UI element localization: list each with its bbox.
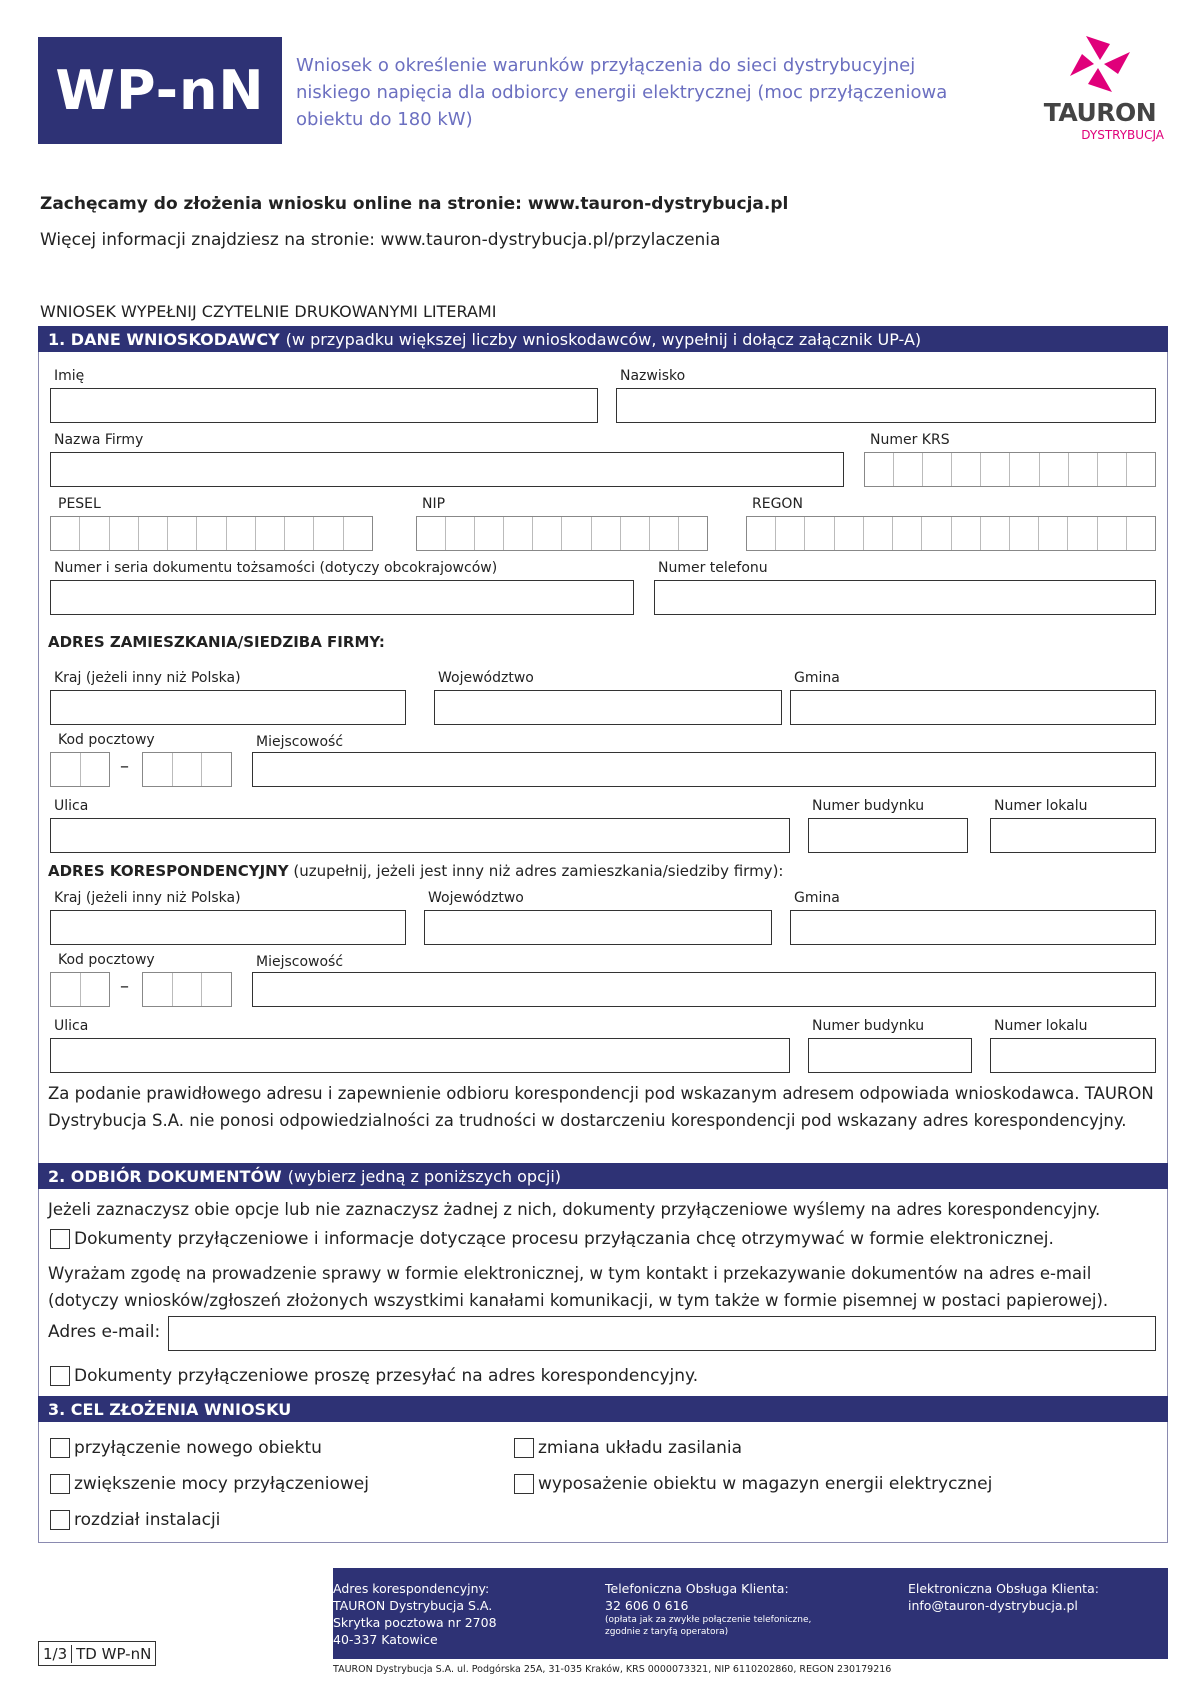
regon-field[interactable] [746, 516, 1156, 551]
footer-phone-title: Telefoniczna Obsługa Klienta: [605, 1581, 789, 1596]
label-gmina-kor: Gmina [794, 890, 840, 906]
gmina-field[interactable] [790, 690, 1156, 725]
label-imie: Imię [54, 368, 85, 384]
nr-budynku-kor-field[interactable] [808, 1038, 972, 1073]
new-object-checkbox[interactable] [50, 1438, 70, 1458]
purpose-power-layout-label: zmiana układu zasilania [538, 1438, 743, 1458]
footer-address-l3: 40-337 Katowice [333, 1632, 438, 1647]
section-2-info: Jeżeli zaznaczysz obie opcje lub nie zaznaczysz żadnej z nich, dokumenty przyłączeniowe wyślemy na adres korespondencyjny. [48, 1200, 1101, 1219]
pesel-field[interactable] [50, 516, 373, 551]
section-1-title: 1. DANE WNIOSKODAWCY [48, 329, 280, 349]
kor-title: ADRES KORESPONDENCYJNY [48, 862, 289, 880]
purpose-new-object-label: przyłączenie nowego obiektu [74, 1438, 322, 1458]
purpose-split-installation-label: rozdział instalacji [74, 1510, 221, 1530]
power-layout-checkbox[interactable] [514, 1438, 534, 1458]
nr-lokalu-field[interactable] [990, 818, 1156, 853]
purpose-energy-storage-label: wyposażenie obiektu w magazyn energii elektrycznej [538, 1474, 993, 1494]
nr-lokalu-kor-field[interactable] [990, 1038, 1156, 1073]
krs-field[interactable] [864, 452, 1156, 487]
option-postal [50, 1366, 698, 1386]
section-3-title: 3. CEL ZŁOŻENIA WNIOSKU [48, 1399, 292, 1419]
label-firma: Nazwa Firmy [54, 432, 144, 448]
company-legal-info: TAURON Dystrybucja S.A. ul. Podgórska 25A, 31-035 Kraków, KRS 0000073321, NIP 6110202860, REGON 230179216 [333, 1664, 892, 1675]
intro-more: Więcej informacji znajdziesz na stronie: www.tauron-dystrybucja.pl/przylaczenia [40, 230, 721, 250]
miejscowosc-field[interactable] [252, 752, 1156, 787]
kod-field-part1[interactable] [50, 752, 110, 787]
form-title: Wniosek o określenie warunków przyłączenia do sieci dystrybucyjnej niskiego napięcia dla odbiorcy energii elektrycznej (moc przyłączeniowa obiektu do 180 kW) [296, 55, 948, 130]
increase-power-checkbox[interactable] [50, 1474, 70, 1494]
kod-kor-dash: – [120, 976, 129, 997]
label-nazwisko: Nazwisko [620, 368, 686, 384]
label-email: Adres e-mail: [48, 1322, 161, 1342]
purpose-energy-storage [514, 1474, 992, 1494]
adres-korespondencyjny-title [48, 862, 783, 880]
footer-address-l2: Skrytka pocztowa nr 2708 [333, 1615, 497, 1630]
option-electronic [50, 1229, 1054, 1249]
wojewodztwo-field[interactable] [434, 690, 782, 725]
section-3-header [38, 1396, 1168, 1422]
section-2-header [38, 1163, 1168, 1189]
ulica-kor-field[interactable] [50, 1038, 790, 1073]
option-postal-label: Dokumenty przyłączeniowe proszę przesyłać na adres korespondencyjny. [74, 1366, 699, 1386]
kod-dash: – [120, 756, 129, 777]
kraj-kor-field[interactable] [50, 910, 406, 945]
label-krs: Numer KRS [870, 432, 950, 448]
section-2-title: 2. ODBIÓR DOKUMENTÓW [48, 1166, 282, 1186]
tauron-star-icon [1030, 30, 1170, 100]
telefon-field[interactable] [654, 580, 1156, 615]
label-telefon: Numer telefonu [658, 560, 768, 576]
footer-phone-number: 32 606 0 616 [605, 1598, 689, 1613]
label-nr-lokalu-kor: Numer lokalu [994, 1018, 1088, 1034]
logo-sub: DYSTRYBUCJA [1081, 128, 1164, 142]
page-form-code: TD WP-nN [76, 1644, 152, 1663]
label-wojewodztwo: Województwo [438, 670, 534, 686]
postal-checkbox[interactable] [50, 1366, 70, 1386]
footer-email-address[interactable]: info@tauron-dystrybucja.pl [908, 1598, 1078, 1613]
address-disclaimer: Za podanie prawidłowego adresu i zapewnienie odbioru korespondencji pod wskazanym adresem odpowiada wnioskodawca. TAURON Dystrybucja S.A. nie ponosi odpowiedzialności za trudności w dostarczeniu korespondencji pod wskazany adres korespondencyjny. [48, 1084, 1154, 1130]
firma-field[interactable] [50, 452, 844, 487]
label-nip: NIP [422, 496, 446, 512]
email-field[interactable] [168, 1316, 1156, 1351]
label-wojewodztwo-kor: Województwo [428, 890, 524, 906]
wojewodztwo-kor-field[interactable] [424, 910, 772, 945]
label-nr-budynku-kor: Numer budynku [812, 1018, 925, 1034]
page-number: 1/3 [39, 1645, 72, 1663]
label-nr-budynku: Numer budynku [812, 798, 925, 814]
option-electronic-label: Dokumenty przyłączeniowe i informacje dotyczące procesu przyłączania chcę otrzymywać w formie elektronicznej. [74, 1229, 1054, 1249]
gmina-kor-field[interactable] [790, 910, 1156, 945]
footer-phone [605, 1580, 845, 1638]
imie-field[interactable] [50, 388, 598, 423]
label-miejscowosc: Miejscowość [256, 734, 344, 750]
label-miejscowosc-kor: Miejscowość [256, 954, 344, 970]
label-kod: Kod pocztowy [58, 732, 155, 748]
logo-name: TAURON [1043, 98, 1157, 127]
label-ulica-kor: Ulica [54, 1018, 89, 1034]
footer-address-title: Adres korespondencyjny: [333, 1581, 490, 1596]
email-consent: Wyrażam zgodę na prowadzenie sprawy w formie elektronicznej, w tym kontakt i przekazywanie dokumentów na adres e-mail (dotyczy wniosków/zgłoszeń złożonych wszystkimi kanałami komunikacji, w tym także w formie pisemnej w postaci papierowej). [48, 1264, 1109, 1310]
purpose-new-object [50, 1438, 322, 1458]
label-dokument: Numer i seria dokumentu tożsamości (dotyczy obcokrajowców) [54, 560, 498, 576]
energy-storage-checkbox[interactable] [514, 1474, 534, 1494]
nr-budynku-field[interactable] [808, 818, 968, 853]
split-installation-checkbox[interactable] [50, 1510, 70, 1530]
tauron-logo [1030, 30, 1170, 142]
section-2-note: (wybierz jedną z poniższych opcji) [287, 1166, 561, 1186]
purpose-increase-power [50, 1474, 369, 1494]
page-indicator [38, 1641, 156, 1666]
label-nr-lokalu: Numer lokalu [994, 798, 1088, 814]
purpose-power-layout [514, 1438, 742, 1458]
form-code-badge: WP-nN [38, 37, 282, 144]
ulica-field[interactable] [50, 818, 790, 853]
kod-field-part2[interactable] [142, 752, 232, 787]
label-kraj-kor: Kraj (jeżeli inny niż Polska) [54, 890, 241, 906]
kod-kor-field-part2[interactable] [142, 972, 232, 1007]
footer-address [333, 1580, 497, 1648]
label-kod-kor: Kod pocztowy [58, 952, 155, 968]
dokument-field[interactable] [50, 580, 634, 615]
section-1-note: (w przypadku większej liczby wnioskodawców, wypełnij i dołącz załącznik UP-A) [285, 329, 922, 349]
miejscowosc-kor-field[interactable] [252, 972, 1156, 1007]
footer-address-l1: TAURON Dystrybucja S.A. [333, 1598, 493, 1613]
label-regon: REGON [752, 496, 803, 512]
label-pesel: PESEL [58, 496, 101, 512]
kod-kor-field-part1[interactable] [50, 972, 110, 1007]
label-gmina: Gmina [794, 670, 840, 686]
footer-email-title: Elektroniczna Obsługa Klienta: [908, 1581, 1099, 1596]
nip-field[interactable] [416, 516, 708, 551]
label-ulica: Ulica [54, 798, 89, 814]
kor-note: (uzupełnij, jeżeli jest inny niż adres zamieszkania/siedziby firmy): [293, 862, 784, 880]
purpose-split-installation [50, 1510, 220, 1530]
electronic-checkbox[interactable] [50, 1229, 70, 1249]
intro-online: Zachęcamy do złożenia wniosku online na stronie: www.tauron-dystrybucja.pl [40, 194, 789, 214]
section-1-header [38, 326, 1168, 352]
label-kraj: Kraj (jeżeli inny niż Polska) [54, 670, 241, 686]
footer-email [908, 1580, 1099, 1614]
kraj-field[interactable] [50, 690, 406, 725]
caps-instruction: WNIOSEK WYPEŁNIJ CZYTELNIE DRUKOWANYMI LITERAMI [40, 302, 497, 321]
nazwisko-field[interactable] [616, 388, 1156, 423]
purpose-increase-power-label: zwiększenie mocy przyłączeniowej [74, 1474, 369, 1494]
footer-phone-note: (opłata jak za zwykłe połączenie telefoniczne, zgodnie z taryfą operatora) [605, 1615, 812, 1637]
adres-zamieszkania-title: ADRES ZAMIESZKANIA/SIEDZIBA FIRMY: [48, 633, 385, 651]
